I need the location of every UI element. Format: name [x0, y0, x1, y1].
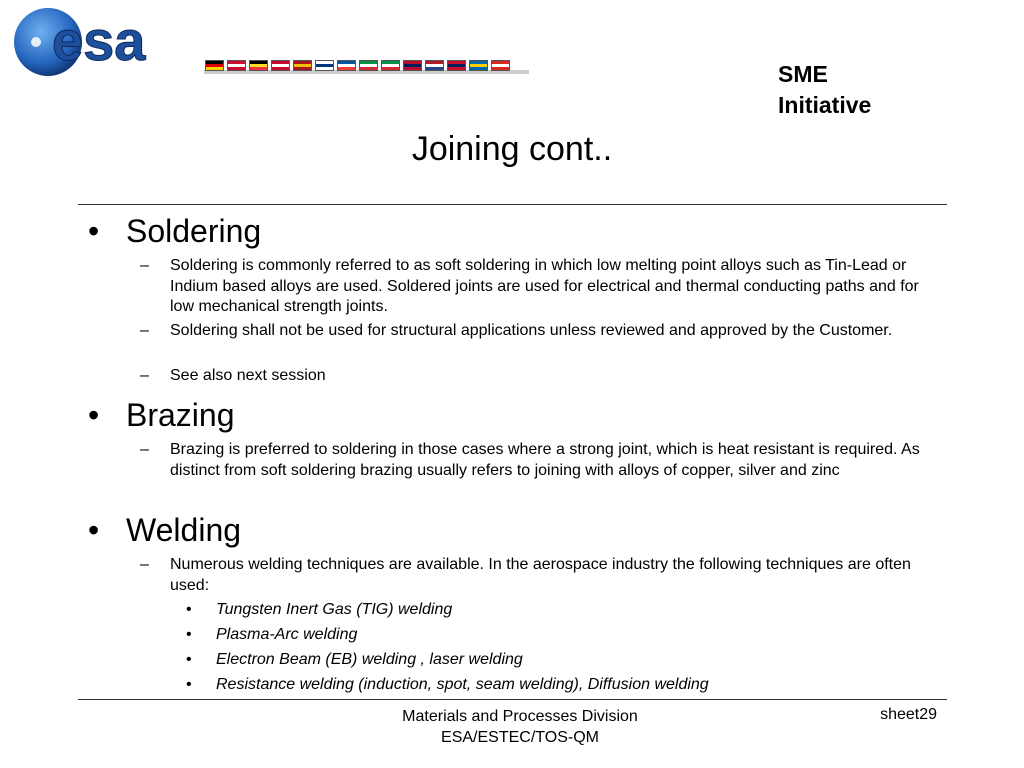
- section-heading: Brazing: [126, 397, 235, 433]
- list-item: [140, 366, 940, 387]
- sheet-number: sheet29: [880, 706, 937, 723]
- sub-list-item-text: Plasma-Arc welding: [216, 626, 358, 643]
- footer-line1: Materials and Processes Division: [402, 708, 638, 725]
- flag-icon: [293, 60, 312, 71]
- dash-icon: –: [140, 257, 149, 274]
- sme-initiative-label: [778, 59, 871, 121]
- logo-text: esa: [52, 9, 146, 72]
- flag-icon: [403, 60, 422, 71]
- list-item-text: Soldering is commonly referred to as soft soldering in which low melting point alloys such as Tin-Lead or Indium based alloys are used. Soldered joints are used for electrical and thermal conducting paths and for low mechanical strength joints.: [170, 257, 919, 315]
- flag-icon: [381, 60, 400, 71]
- corner-label-line2: Initiative: [778, 92, 872, 118]
- esa-logo: [12, 4, 532, 84]
- flag-icon: [337, 60, 356, 71]
- bullet-icon: •: [186, 651, 192, 668]
- corner-label-line1: SME: [778, 61, 828, 87]
- list-item-text: Brazing is preferred to soldering in those cases where a strong joint, which is heat resistant is required. As distinct from soft soldering brazing usually refers to joining with alloys of copper, silver and zinc: [170, 441, 920, 479]
- flag-icon: [491, 60, 510, 71]
- bullet-icon: •: [88, 213, 100, 249]
- bullet-icon: •: [88, 512, 100, 548]
- top-divider: [78, 204, 947, 205]
- footer-line2: ESA/ESTEC/TOS-QM: [441, 729, 599, 746]
- flag-icon: [359, 60, 378, 71]
- sub-list-item-text: Resistance welding (induction, spot, seam welding), Diffusion welding: [216, 676, 709, 693]
- flag-icon: [271, 60, 290, 71]
- slide-title: Joining cont..: [411, 130, 613, 168]
- list-item: [140, 256, 940, 318]
- dash-icon: –: [140, 441, 149, 458]
- flag-icon: [425, 60, 444, 71]
- sub-list-item-text: Tungsten Inert Gas (TIG) welding: [216, 601, 453, 618]
- flag-icon: [227, 60, 246, 71]
- dash-icon: –: [140, 322, 149, 339]
- flag-icon: [469, 60, 488, 71]
- dash-icon: –: [140, 556, 149, 573]
- list-item-text: Soldering shall not be used for structural applications unless reviewed and approved by the Customer.: [170, 322, 893, 339]
- footer-organization: [380, 706, 660, 748]
- member-state-flags: [205, 60, 510, 72]
- section-heading: Soldering: [126, 213, 262, 249]
- bullet-icon: •: [186, 626, 192, 643]
- flag-icon: [447, 60, 466, 71]
- sub-list-item-text: Electron Beam (EB) welding , laser welding: [216, 651, 523, 668]
- list-item-text: Numerous welding techniques are available. In the aerospace industry the following techniques are often used:: [170, 556, 911, 594]
- bullet-icon: •: [186, 676, 192, 693]
- bullet-icon: •: [186, 601, 192, 618]
- bottom-divider: [78, 699, 947, 700]
- section-heading: Welding: [126, 512, 242, 548]
- flag-icon: [315, 60, 334, 71]
- list-item-text: See also next session: [170, 367, 326, 384]
- dash-icon: –: [140, 367, 149, 384]
- list-item: [140, 440, 940, 502]
- flag-icon: [205, 60, 224, 71]
- bullet-icon: •: [88, 397, 100, 433]
- flag-icon: [249, 60, 268, 71]
- list-item: [140, 555, 940, 597]
- list-item: [140, 321, 940, 363]
